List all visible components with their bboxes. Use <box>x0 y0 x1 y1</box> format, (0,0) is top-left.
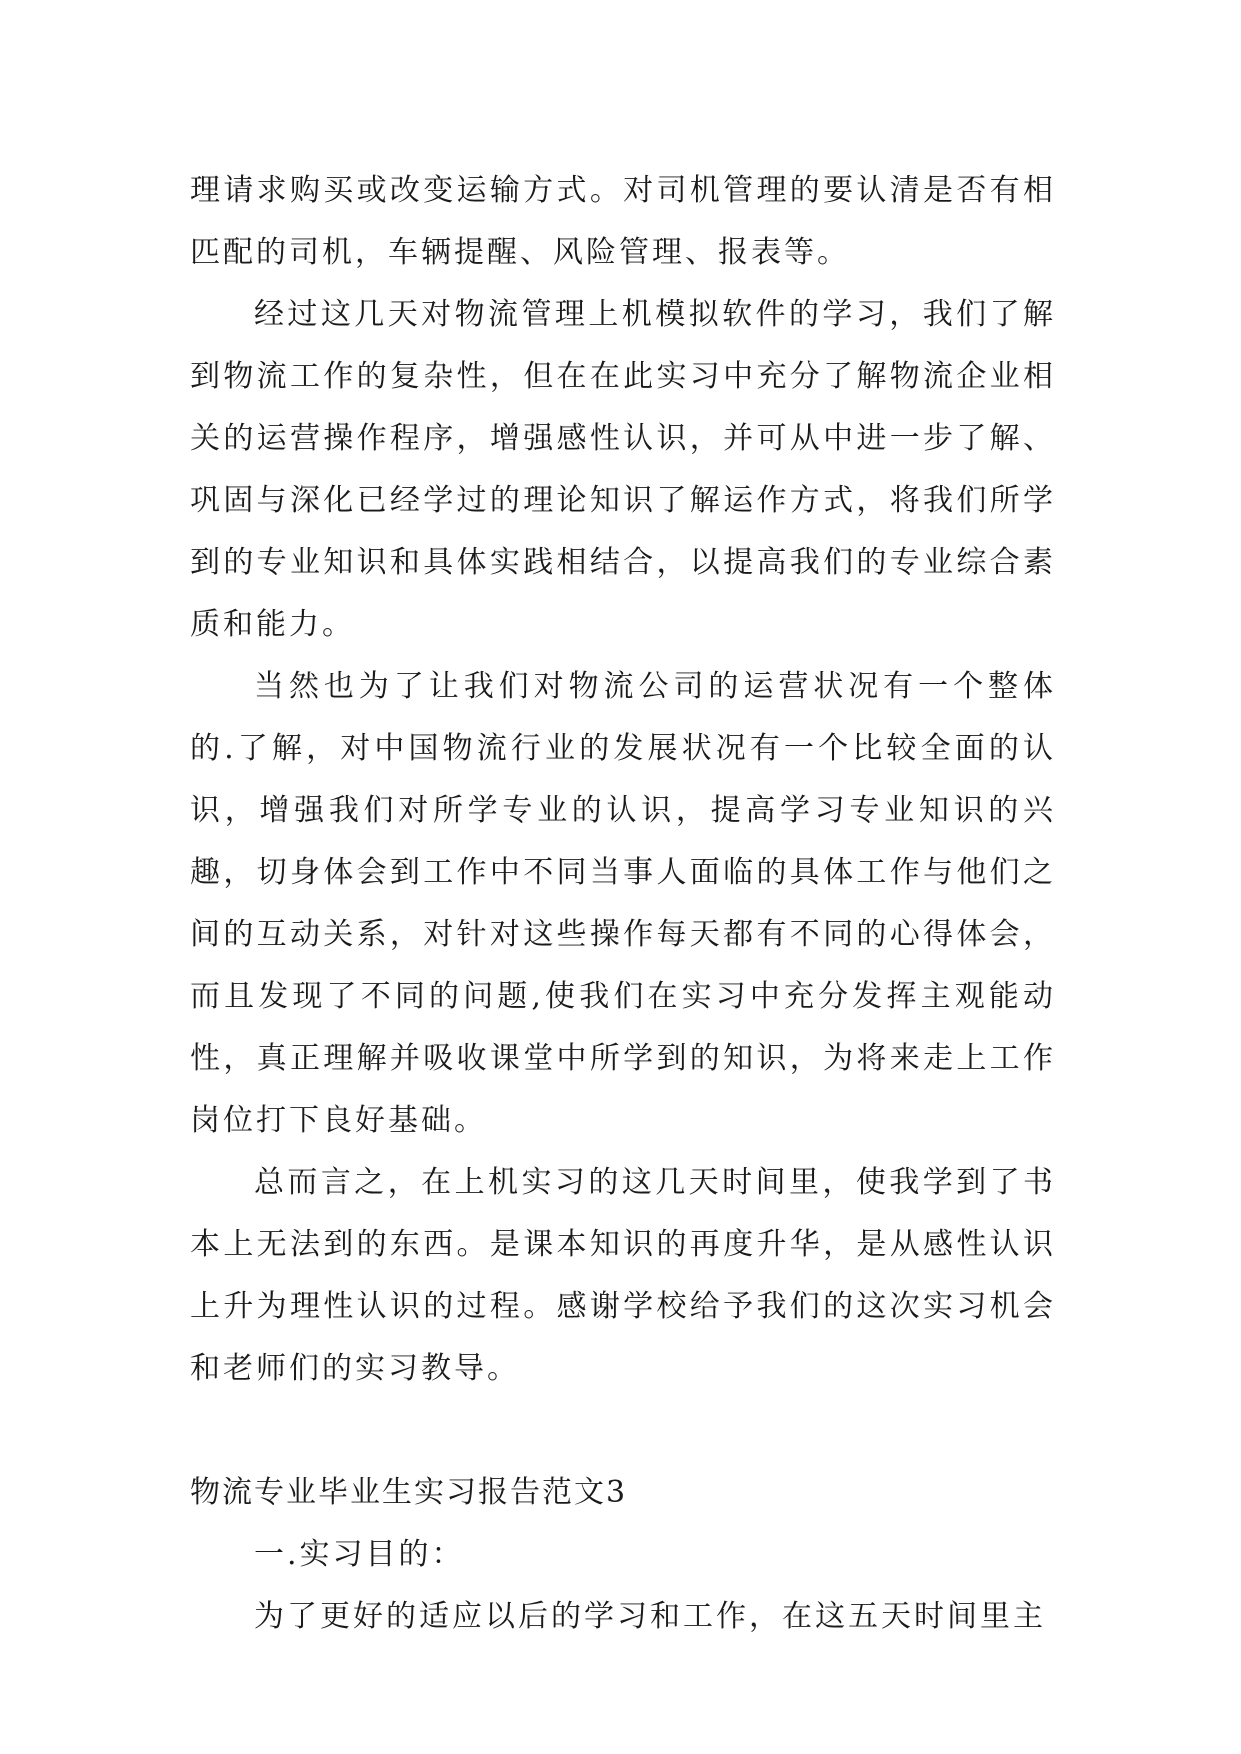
paragraph-2: 经过这几天对物流管理上机模拟软件的学习，我们了解到物流工作的复杂性，但在在此实习中充分了解物流企业相关的运营操作程序，增强感性认识，并可从中进一步了解、巩固与深化已经学过的理论知识了解运作方式，将我们所学到的专业知识和具体实践相结合，以提高我们的专业综合素质和能力。 <box>190 297 1056 642</box>
paragraph-4: 总而言之，在上机实习的这几天时间里，使我学到了书本上无法到的东西。是课本知识的再度升华，是从感性认识上升为理性认识的过程。感谢学校给予我们的这次实习机会和老师们的实习教导。 <box>190 1165 1056 1386</box>
paragraph-5: 为了更好的适应以后的学习和工作，在这五天时间里主 <box>254 1599 1046 1634</box>
section-title: 物流专业毕业生实习报告范文3 <box>190 1475 628 1510</box>
section-spacer <box>190 1400 1056 1462</box>
document-body <box>190 160 1056 1648</box>
paragraph-1: 理请求购买或改变运输方式。对司机管理的要认清是否有相匹配的司机，车辆提醒、风险管理、报表等。 <box>190 173 1056 270</box>
section-subheading: 一.实习目的： <box>254 1537 465 1572</box>
paragraph-3: 当然也为了让我们对物流公司的运营状况有一个整体的.了解，对中国物流行业的发展状况有一个比较全面的认识，增强我们对所学专业的认识，提高学习专业知识的兴趣，切身体会到工作中不同当事人面临的具体工作与他们之间的互动关系，对针对这些操作每天都有不同的心得体会，而且发现了不同的问题,使我们在实习中充分发挥主观能动性，真正理解并吸收课堂中所学到的知识，为将来走上工作岗位打下良好基础。 <box>190 669 1056 1138</box>
